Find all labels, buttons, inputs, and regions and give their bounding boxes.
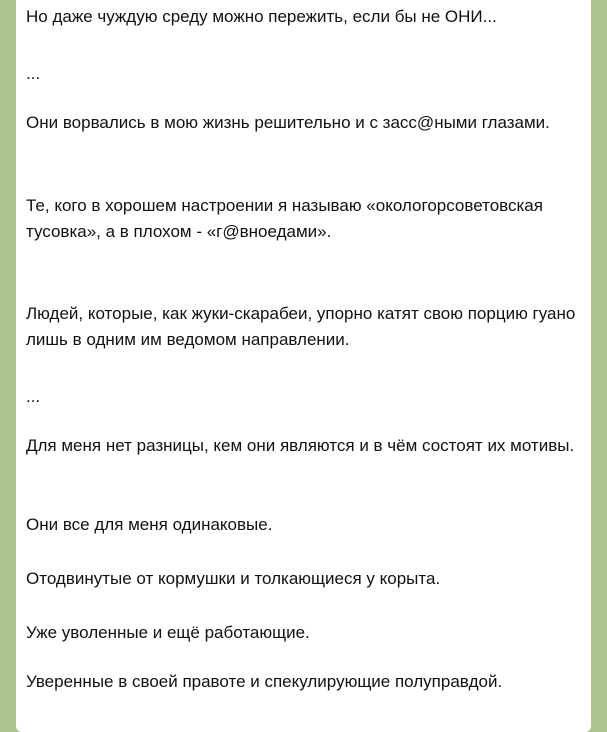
message-paragraph: ... [26,64,41,83]
message-bubble [16,0,591,732]
message-paragraph: Уверенные в своей правоте и спекулирующие полуправдой. [26,672,503,691]
message-paragraph: Но даже чуждую среду можно пережить, если бы не ОНИ... [26,7,497,26]
message-paragraph: Они ворвались в мою жизнь решительно и с засс@ными глазами. [26,113,550,132]
message-paragraph: Людей, которые, как жуки-скарабеи, упорно катят свою порцию гуано лишь в одним им ведомом направлении. [26,304,576,349]
message-paragraph: Отодвинутые от кормушки и толкающиеся у корыта. [26,569,441,588]
message-paragraph: ... [26,387,41,406]
message-paragraph: Те, кого в хорошем настроении я называю «окологорсоветовская тусовка», а в плохом - «г@вноедами». [26,196,543,241]
message-paragraph: Они все для меня одинаковые. [26,515,273,534]
message-paragraph: Для меня нет разницы, кем они являются и в чём состоят их мотивы. [26,436,575,455]
message-paragraph: Уже уволенные и ещё работающие. [26,623,310,642]
